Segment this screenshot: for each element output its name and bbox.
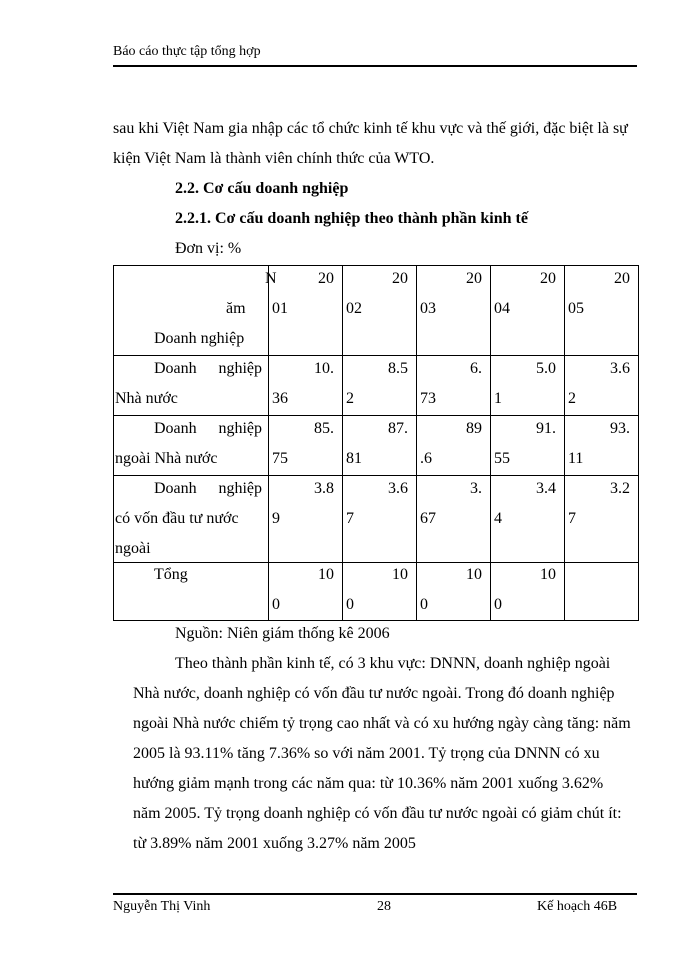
- header-rule: [113, 65, 637, 67]
- table-cell: 75: [272, 450, 288, 467]
- intro-line-2: kiện Việt Nam là thành viên chính thức của WTO.: [113, 150, 435, 167]
- year-header: 05: [568, 300, 584, 317]
- table-cell: 55: [494, 450, 510, 467]
- table-cell: 85.: [314, 420, 334, 437]
- table-cell: 11: [568, 450, 584, 467]
- table-cell: 93.: [610, 420, 630, 437]
- table-cell: 0: [420, 596, 428, 613]
- corner-n-glyph: N: [265, 270, 277, 287]
- footer-author: Nguyễn Thị Vinh: [113, 899, 211, 914]
- paragraph-line: năm 2005. Tỷ trọng doanh nghiệp có vốn đầu tư nước ngoài có giảm chút ít:: [133, 805, 622, 822]
- table-cell: 4: [494, 510, 502, 527]
- table-cell: 9: [272, 510, 280, 527]
- subsection-heading: 2.2.1. Cơ cấu doanh nghiệp theo thành phần kinh tế: [175, 210, 528, 227]
- year-header: 20: [392, 270, 408, 287]
- year-header: 01: [272, 300, 288, 317]
- table-cell: 3.6: [388, 480, 408, 497]
- year-header: 20: [318, 270, 334, 287]
- table-cell: 10: [392, 566, 408, 583]
- year-header: 02: [346, 300, 362, 317]
- table-cell: 0: [346, 596, 354, 613]
- row-label: Doanh: [154, 420, 197, 437]
- intro-line-1: sau khi Việt Nam gia nhập các tổ chức kinh tế khu vực và thế giới, đặc biệt là sự: [113, 120, 628, 137]
- table-cell: 0: [494, 596, 502, 613]
- table-col-divider: [342, 265, 343, 621]
- table-cell: 2: [346, 390, 354, 407]
- table-cell: 2: [568, 390, 576, 407]
- row-label-total: Tổng: [154, 566, 188, 583]
- running-header-title: Báo cáo thực tập tổng hợp: [113, 44, 261, 59]
- table-cell: .6: [420, 450, 432, 467]
- paragraph-line: hướng giảm mạnh trong các năm qua: từ 10.36% năm 2001 xuống 3.62%: [133, 775, 604, 792]
- table-cell: 10.: [314, 360, 334, 377]
- paragraph-line: 2005 là 93.11% tăng 7.36% so với năm 2001. Tỷ trọng của DNNN có xu: [133, 745, 600, 762]
- table-source: Nguồn: Niên giám thống kê 2006: [175, 625, 390, 642]
- section-heading: 2.2. Cơ cấu doanh nghiệp: [175, 180, 349, 197]
- table-cell: 10: [466, 566, 482, 583]
- table-cell: 91.: [536, 420, 556, 437]
- table-cell: 36: [272, 390, 288, 407]
- row-label: ngoài: [115, 540, 151, 557]
- row-label: nghiệp: [218, 420, 262, 437]
- table-cell: 73: [420, 390, 436, 407]
- table-cell: 10: [318, 566, 334, 583]
- table-cell: 81: [346, 450, 362, 467]
- table-row-divider: [113, 475, 638, 476]
- table-cell: 10: [540, 566, 556, 583]
- corner-row-label: Doanh nghiệp: [154, 330, 245, 347]
- row-label: ngoài Nhà nước: [115, 450, 218, 467]
- paragraph-line: ngoài Nhà nước chiếm tỷ trọng cao nhất và có xu hướng ngày càng tăng: năm: [133, 715, 631, 732]
- table-border-left: [113, 265, 114, 621]
- table-col-divider: [564, 265, 565, 621]
- table-cell: 3.6: [610, 360, 630, 377]
- table-cell: 3.8: [314, 480, 334, 497]
- table-cell: 0: [272, 596, 280, 613]
- table-cell: 89: [466, 420, 482, 437]
- table-border-right: [638, 265, 639, 621]
- year-header: 20: [614, 270, 630, 287]
- table-cell: 3.4: [536, 480, 556, 497]
- year-header: 20: [540, 270, 556, 287]
- table-cell: 3.: [470, 480, 482, 497]
- table-row-divider: [113, 355, 638, 356]
- year-header: 20: [466, 270, 482, 287]
- table-cell: 8.5: [388, 360, 408, 377]
- table-cell: 7: [346, 510, 354, 527]
- table-border-bottom: [113, 620, 638, 621]
- paragraph-line: Theo thành phần kinh tế, có 3 khu vực: DNNN, doanh nghiệp ngoài: [175, 655, 611, 672]
- footer-page-number: 28: [377, 899, 391, 914]
- table-row-divider: [113, 415, 638, 416]
- row-label: Doanh: [154, 360, 197, 377]
- table-cell: 67: [420, 510, 436, 527]
- table-cell: 7: [568, 510, 576, 527]
- table-col-divider: [268, 265, 269, 621]
- table-col-divider: [416, 265, 417, 621]
- paragraph-line: Nhà nước, doanh nghiệp có vốn đầu tư nước ngoài. Trong đó doanh nghiệp: [133, 685, 615, 702]
- table-cell: 6.: [470, 360, 482, 377]
- table-cell: 87.: [388, 420, 408, 437]
- year-header: 03: [420, 300, 436, 317]
- table-cell: 1: [494, 390, 502, 407]
- row-label: nghiệp: [218, 480, 262, 497]
- paragraph-line: từ 3.89% năm 2001 xuống 3.27% năm 2005: [133, 835, 416, 852]
- row-label: có vốn đầu tư nước: [115, 510, 239, 527]
- unit-label: Đơn vị: %: [175, 240, 242, 257]
- row-label: Doanh: [154, 480, 197, 497]
- table-col-divider: [490, 265, 491, 621]
- table-row-divider: [113, 562, 638, 563]
- table-cell: 3.2: [610, 480, 630, 497]
- table-cell: 5.0: [536, 360, 556, 377]
- row-label: Nhà nước: [115, 390, 178, 407]
- footer-rule: [113, 893, 637, 895]
- footer-class: Kế hoạch 46B: [537, 899, 618, 914]
- corner-year-suffix: ăm: [226, 300, 246, 317]
- table-border-top: [113, 265, 638, 266]
- year-header: 04: [494, 300, 510, 317]
- row-label: nghiệp: [218, 360, 262, 377]
